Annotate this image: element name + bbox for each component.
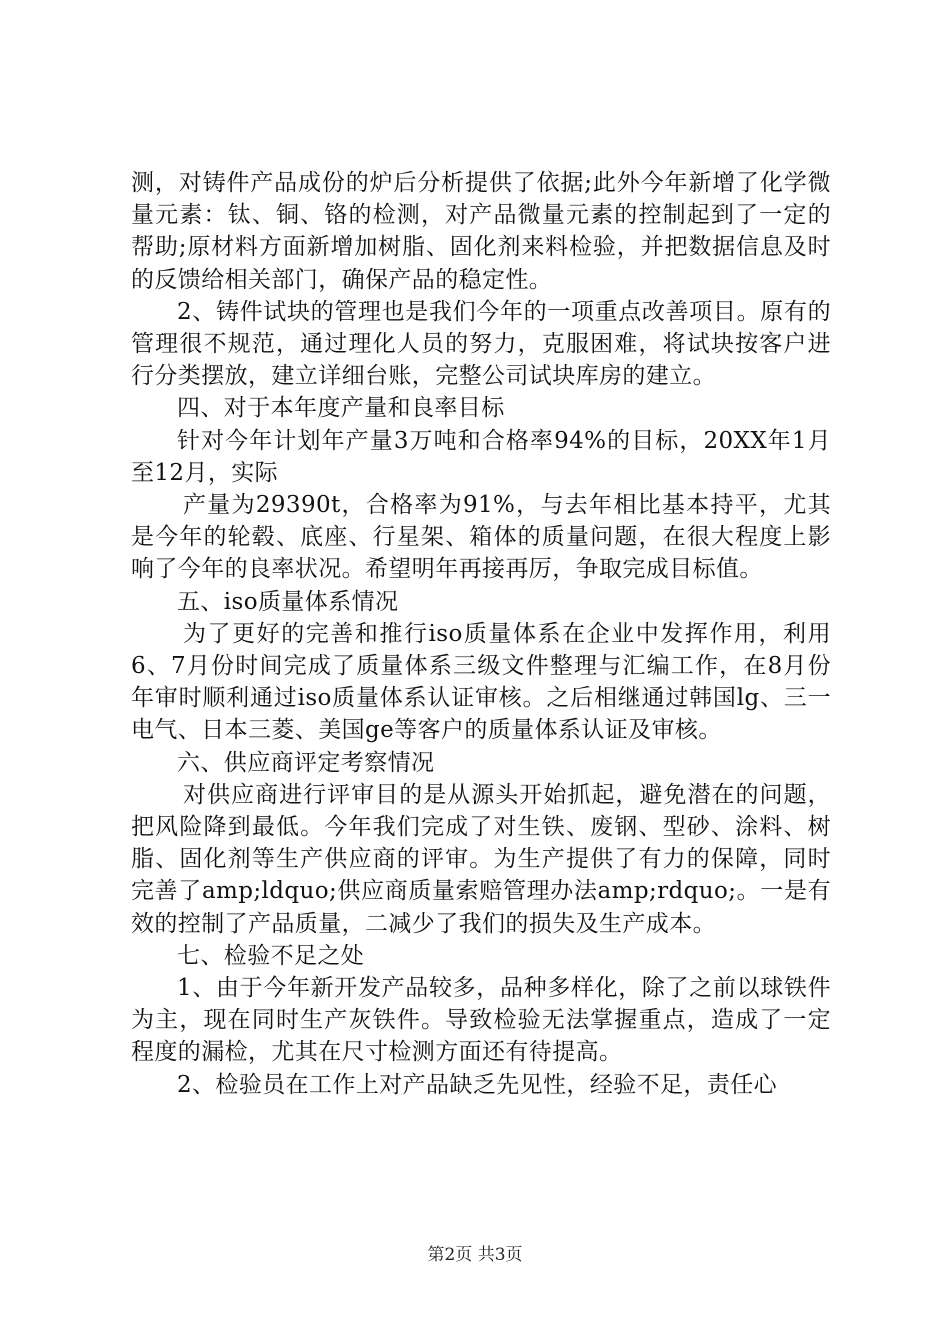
paragraph-shortcoming-1: 1、由于今年新开发产品较多，品种多样化，除了之前以球铁件为主，现在同时生产灰铁件。导致检验无法掌握重点，造成了一定程度的漏检，尤其在尺寸检测方面还有待提高。 <box>131 975 831 1066</box>
paragraph-item-2: 2、铸件试块的管理也是我们今年的一项重点改善项目。原有的管理很不规范，通过理化人员的努力，克服困难，将试块按客户进行分类摆放，建立详细台账，完整公司试块库房的建立。 <box>131 298 831 390</box>
document-body <box>131 167 831 1101</box>
paragraph-supplier: 对供应商进行评审目的是从源头开始抓起，避免潜在的问题，把风险降到最低。今年我们完成了对生铁、废钢、型砂、涂料、树脂、固化剂等生产供应商的评审。为生产提供了有力的保障，同时完善了amp;ldquo;供应商质量索赔管理办法amp;rdquo;。一是有效的控制了产品质量，二减少了我们的损失及生产成本。 <box>131 781 831 937</box>
section-heading-7: 七、检验不足之处 <box>177 942 365 969</box>
section-heading-4: 四、对于本年度产量和良率目标 <box>177 395 505 422</box>
paragraph-continuation: 测，对铸件产品成份的炉后分析提供了依据;此外今年新增了化学微量元素：钛、铜、铬的检测，对产品微量元素的控制起到了一定的帮助;原材料方面新增加树脂、固化剂来料检验，并把数据信息及时的反馈给相关部门，确保产品的稳定性。 <box>131 170 831 293</box>
section-heading-6: 六、供应商评定考察情况 <box>177 749 435 776</box>
section-heading-5: 五、iso质量体系情况 <box>177 588 399 615</box>
paragraph-iso: 为了更好的完善和推行iso质量体系在企业中发挥作用，利用6、7月份时间完成了质量体系三级文件整理与汇编工作，在8月份年审时顺利通过iso质量体系认证审核。之后相继通过韩国lg、三一电气、日本三菱、美国ge等客户的质量体系认证及审核。 <box>131 620 831 744</box>
page-number-footer: 第2页 共3页 <box>427 1245 523 1265</box>
paragraph-output: 产量为29390t，合格率为91%，与去年相比基本持平，尤其是今年的轮毂、底座、行星架、箱体的质量问题，在很大程度上影响了今年的良率状况。希望明年再接再厉，争取完成目标值。 <box>131 492 831 583</box>
paragraph-shortcoming-2: 2、检验员在工作上对产品缺乏先见性，经验不足，责任心 <box>177 1071 778 1098</box>
paragraph-target: 针对今年计划年产量3万吨和合格率94%的目标，20XX年1月至12月，实际 <box>131 427 831 486</box>
